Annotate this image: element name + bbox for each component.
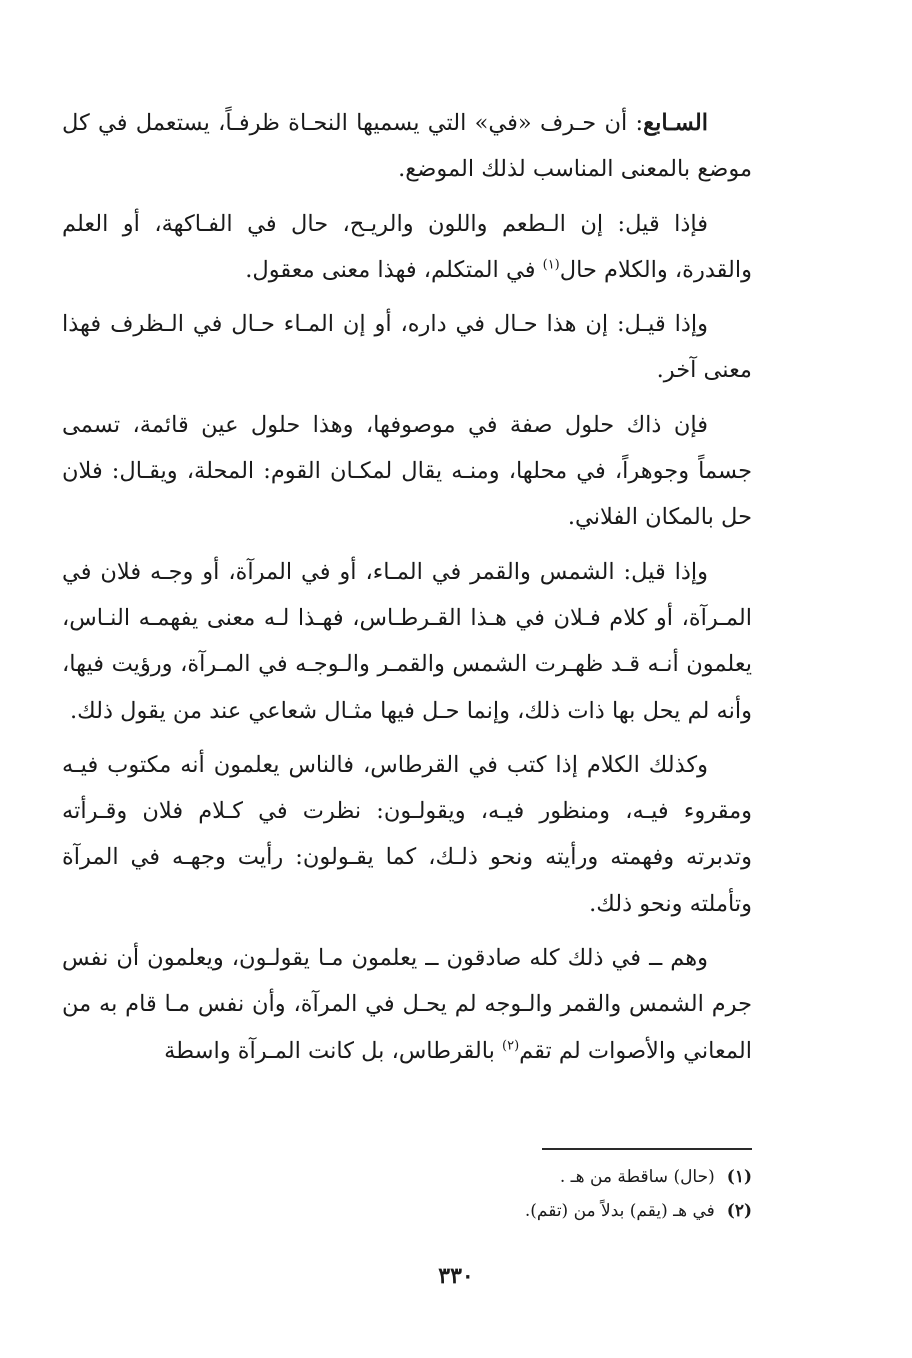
paragraph-text: وإذا قيـل: إن هذا حـال في داره، أو إن المـاء حـال في الـظرف فهذا معنى آخر.	[62, 311, 752, 384]
paragraph-text: وكذلك الكلام إذا كتب في القرطاس، فالناس يعلمون أنه مكتوب فيـه ومقروء فيـه، ومنظور فيـه، ويقولـون: نظرت في كـلام فلان وقـرأته وتدبرته وفهمته ورأيته ونحو ذلـك، كما يقـولون: رأيت وجهـه في المرآة وتأملته ونحو ذلك.	[62, 751, 752, 917]
paragraph-text: وإذا قيل: الشمس والقمر في المـاء، أو في المرآة، أو وجـه فلان في المـرآة، أو كلام فـلان في هـذا القـرطـاس، فهـذا لـه معنى يفهمـه النـاس، يعلمون أنـه قـد ظهـرت الشمس والقمـر والـوجـه في المـرآة، ورؤيت فيها، وأنه لم يحل بها ذات ذلك، وإنما حـل فيها مثـال شعاعي عند من يقول ذلك.	[62, 558, 752, 724]
paragraph-text: : أن حـرف «في» التي يسميها النحـاة ظرفـاً، يستعمل في كل موضع بالمعنى المناسب لذلك الموضع.	[62, 110, 752, 183]
footnote-text: (حال) ساقطة من هـ .	[559, 1167, 715, 1187]
page-number: ٣٣٠	[438, 1263, 474, 1289]
footnote-number: (١)	[726, 1167, 752, 1187]
footnote-1	[62, 1160, 752, 1194]
paragraph-7	[62, 935, 752, 1074]
paragraph-text: وهم ــ في ذلك كله صادقون ــ يعلمون مـا يقولـون، ويعلمون أن نفس جرم الشمس والقمر والـوجه لم يحـل في المرآة، وأن نفس مـا قام به من المعاني والأصوات لم تقم	[62, 945, 752, 1064]
paragraph-text: فإذا قيل: إن الـطعم واللون والريـح، حال في الفـاكهة، أو العلم والقدرة، والكلام حال	[62, 210, 752, 283]
main-text	[62, 100, 752, 1082]
footnote-ref: (١)	[542, 257, 560, 273]
paragraph-1	[62, 100, 752, 193]
footnote-text: في هـ (يقم) بدلاً من (تقم).	[524, 1201, 715, 1221]
paragraph-5	[62, 549, 752, 734]
paragraph-4	[62, 402, 752, 541]
footnotes	[62, 1160, 752, 1228]
paragraph-text: في المتكلم، فهذا معنى معقول.	[245, 256, 543, 283]
section-lead-word: السـابع	[643, 110, 708, 136]
footnote-ref: (٢)	[502, 1038, 520, 1054]
paragraph-6	[62, 742, 752, 927]
footnote-2	[62, 1194, 752, 1228]
footnote-divider	[542, 1148, 752, 1150]
paragraph-2	[62, 201, 752, 294]
paragraph-text: فإن ذاك حلول صفة في موصوفها، وهذا حلول عين قائمة، تسمى جسماً وجوهراً، في محلها، ومنـه يقال لمكـان القوم: المحلة، ويقـال: فلان حل بالمكان الفلاني.	[62, 411, 752, 531]
paragraph-3	[62, 301, 752, 394]
paragraph-text: بالقرطاس، بل كانت المـرآة واسطة	[164, 1037, 502, 1064]
footnote-number: (٢)	[726, 1201, 752, 1221]
